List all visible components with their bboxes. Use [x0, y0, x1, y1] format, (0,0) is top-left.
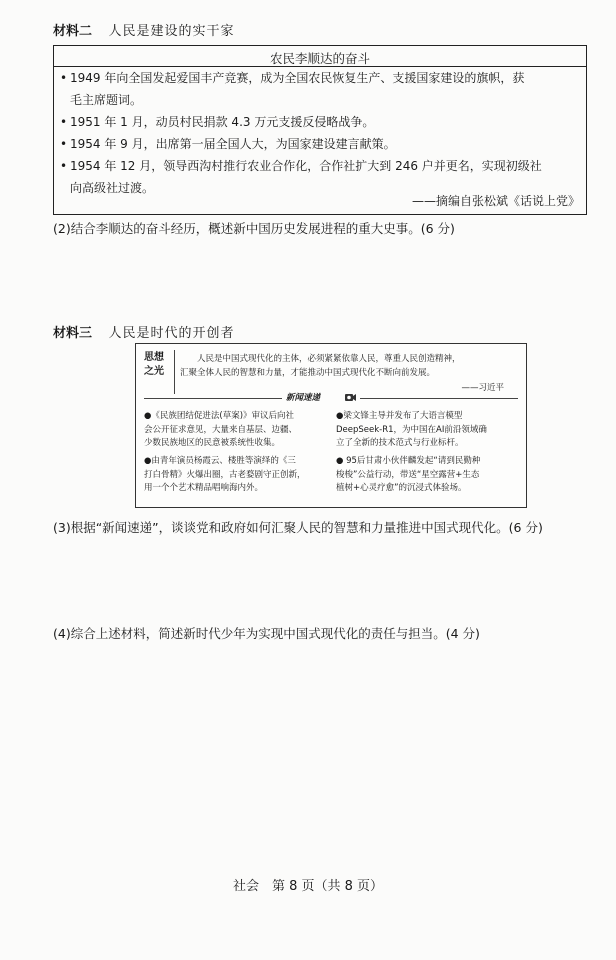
- news-line: ● 95后甘肃小伙伴麟发起“请到民勤种: [336, 456, 481, 466]
- quote-text: [180, 352, 520, 380]
- item-line: 1949 年向全国发起爱国丰产竞赛，成为全国农民恢复生产、支援国家建设的旗帜，获: [70, 71, 525, 85]
- quote-line: 人民是中国式现代化的主体，必须紧紧依靠人民，尊重人民创造精神，: [197, 354, 461, 364]
- item-line: 1954 年 12 月，领导西沟村推行农业合作化，合作社扩大到 246 户并更名，实现初级社: [70, 159, 542, 173]
- material2-heading: [53, 20, 235, 39]
- item-line: 1954 年 9 月，出席第一届全国人大，为国家建设建言献策。: [70, 137, 396, 151]
- list-item: • 1949 年向全国发起爱国丰产竞赛，成为全国农民恢复生产、支援国家建设的旗帜，获 毛主席题词。: [60, 67, 578, 111]
- news-line: 少数民族地区的民意被系统性收集。: [144, 438, 281, 448]
- question-4: (4)综合上述材料，简述新时代少年为实现中国式现代化的责任与担当。(4 分): [53, 626, 480, 641]
- item-line: 1951 年 1 月，动员村民捐款 4.3 万元支援反侵略战争。: [70, 115, 375, 129]
- news-line: 梭梭”公益行动，带送“星空露营+生态: [336, 469, 480, 480]
- item-line: 向高级社过渡。: [70, 181, 155, 195]
- material2-box-title: 农民李顺达的奋斗: [269, 51, 370, 66]
- news-divider-right: [360, 398, 518, 399]
- news-item: [144, 455, 329, 496]
- news-line: 植树+心灵疗愈”的沉浸式体验场。: [336, 483, 467, 493]
- quote-author: ——习近平: [461, 383, 504, 393]
- material2-title: 人民是建设的实干家: [108, 24, 235, 39]
- quote-label-line: 之光: [144, 366, 164, 377]
- page-footer: 社会 第 8 页（共 8 页）: [232, 879, 384, 894]
- news-line: 立了全新的技术范式与行业标杆。: [336, 438, 464, 448]
- material2-label: 材料二: [53, 24, 93, 39]
- question-3: (3)根据“新闻速递”，谈谈党和政府如何汇聚人民的智慧和力量推进中国式现代化。(6 分): [53, 520, 543, 535]
- item-line: 毛主席题词。: [70, 93, 143, 107]
- news-divider-left: [144, 398, 282, 399]
- news-line: 用一个个艺术精品唱响海内外。: [144, 483, 264, 493]
- camera-icon: [344, 392, 356, 403]
- quote-label: [144, 351, 170, 379]
- quote-line: 汇聚全体人民的智慧和力量，才能推动中国式现代化不断向前发展。: [180, 368, 436, 378]
- news-line: ●由青年演员杨霞云、楼胜等演绎的《三: [144, 456, 296, 466]
- quote-divider: [174, 350, 175, 394]
- question-2: (2)结合李顺达的奋斗经历，概述新中国历史发展进程的重大史事。(6 分): [53, 221, 455, 236]
- news-line: 打白骨精》火爆出圈，古老婺剧守正创新，: [144, 469, 306, 480]
- news-item: [336, 410, 524, 451]
- news-line: ●《民族团结促进法(草案)》审议后向社: [144, 411, 295, 421]
- news-line: DeepSeek-R1，为中国在AI前沿领域确: [336, 424, 487, 435]
- news-item: [144, 410, 329, 451]
- quote-label-line: 思想: [144, 352, 164, 363]
- material3-heading: [53, 322, 235, 341]
- material2-source: ——摘编自张松斌《话说上党》: [411, 194, 580, 208]
- material3-title: 人民是时代的开创者: [108, 326, 235, 341]
- news-line: ●梁文锋主导并发布了大语言模型: [336, 411, 463, 421]
- news-item: [336, 455, 524, 496]
- news-title: 新闻速递: [286, 393, 321, 403]
- material3-box: [135, 343, 527, 508]
- list-item: • 1951 年 1 月，动员村民捐款 4.3 万元支援反侵略战争。: [60, 115, 375, 129]
- material2-box: [53, 45, 587, 215]
- material3-label: 材料三: [53, 326, 93, 341]
- list-item: • 1954 年 9 月，出席第一届全国人大，为国家建设建言献策。: [60, 137, 396, 151]
- list-item: • 1954 年 12 月，领导西沟村推行农业合作化，合作社扩大到 246 户并更名，实现初级社 向高级社过渡。: [60, 155, 578, 199]
- news-line: 会公开征求意见，大量来自基层、边疆、: [144, 424, 298, 435]
